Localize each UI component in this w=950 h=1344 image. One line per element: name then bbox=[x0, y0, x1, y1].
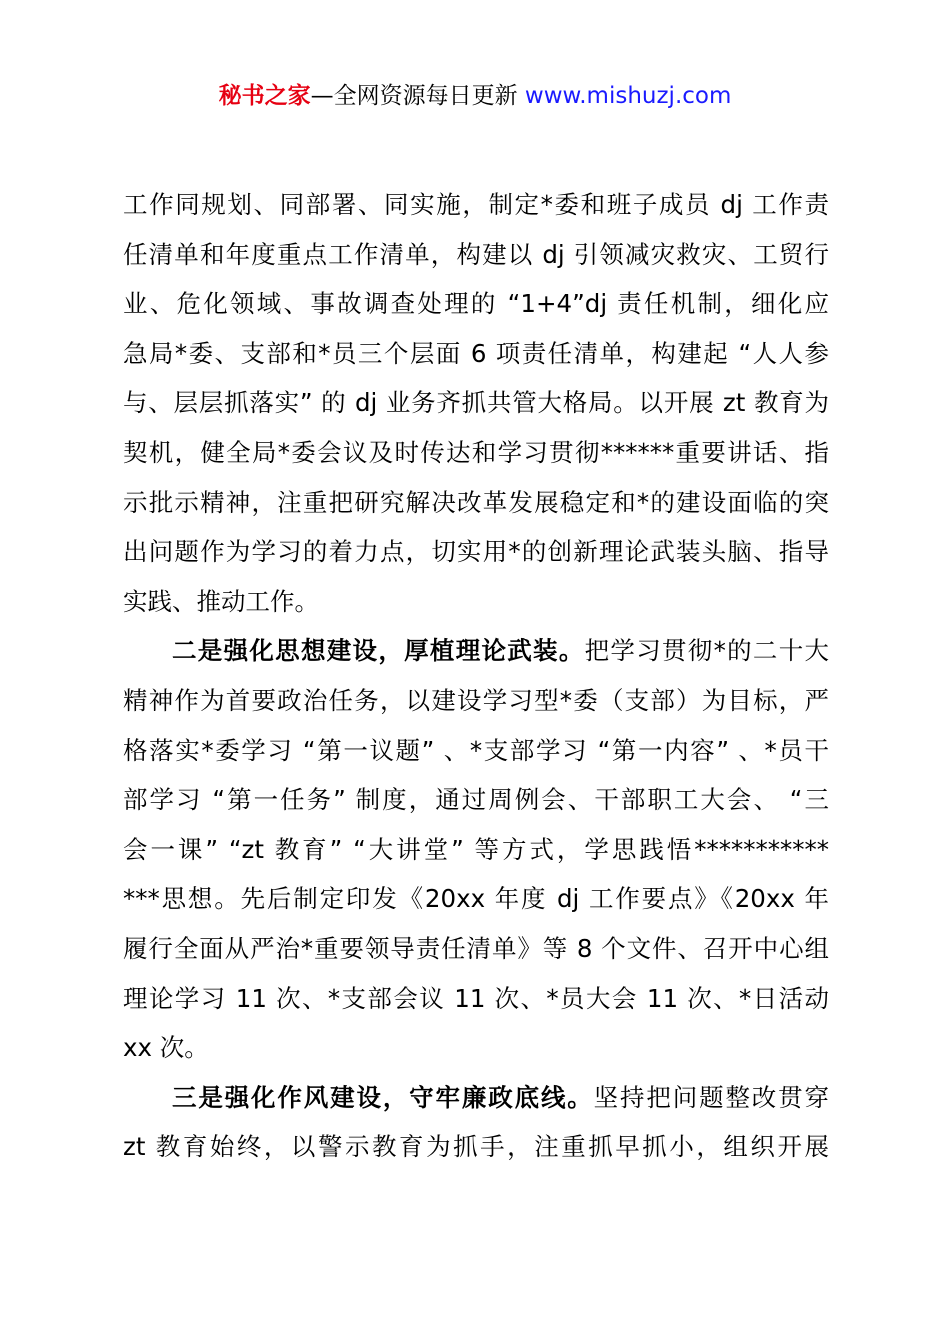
document-body bbox=[123, 180, 829, 1172]
site-tagline: —全网资源每日更新 bbox=[310, 83, 525, 109]
text-line: 履行全面从严治*重要领导责任清单》等 8 个文件、召开中心组 bbox=[123, 933, 829, 963]
text-line: 任清单和年度重点工作清单，构建以 dj 引领减灾救灾、工贸行 bbox=[123, 239, 829, 269]
site-url-link[interactable]: www.mishuzj.com bbox=[524, 83, 732, 109]
text-line: 部学习 “第一任务” 制度，通过周例会、干部职工大会、 “三 bbox=[123, 785, 829, 815]
text-line: zt 教育始终，以警示教育为抓手，注重抓早抓小，组织开展 bbox=[123, 1132, 829, 1162]
paragraph-heading-line: 三是强化作风建设，守牢廉政底线。坚持把问题整改贯穿 bbox=[172, 1082, 830, 1112]
text-line: 示批示精神，注重把研究解决改革发展稳定和*的建设面临的突 bbox=[123, 487, 829, 517]
text-line: 实践、推动工作。 bbox=[123, 586, 319, 616]
text-line: 急局*委、支部和*员三个层面 6 项责任清单，构建起 “人人参 bbox=[123, 338, 829, 368]
text-line: 理论学习 11 次、*支部会议 11 次、*员大会 11 次、*日活动 bbox=[123, 983, 829, 1013]
site-brand: 秘书之家 bbox=[218, 83, 311, 109]
text-line: 工作同规划、同部署、同实施，制定*委和班子成员 dj 工作责 bbox=[123, 190, 829, 219]
text-line: 与、层层抓落实” 的 dj 业务齐抓共管大格局。以开展 zt 教育为 bbox=[123, 388, 829, 418]
paragraph-heading-line: 二是强化思想建设，厚植理论武装。把学习贯彻*的二十大 bbox=[172, 636, 829, 666]
text-line: 精神作为首要政治任务，以建设学习型*委（支部）为目标，严 bbox=[123, 685, 829, 715]
text-line: 会一课” “zt 教育” “大讲堂” 等方式，学思践悟*********** bbox=[123, 834, 829, 864]
text-line: xx 次。 bbox=[123, 1033, 209, 1063]
site-header bbox=[0, 78, 950, 114]
text-line: 业、危化领域、事故调查处理的 “1+4”dj 责任机制，细化应 bbox=[123, 289, 829, 319]
paragraph-heading: 二是强化思想建设，厚植理论武装。 bbox=[172, 636, 585, 666]
text-line: 出问题作为学习的着力点，切实用*的创新理论武装头脑、指导 bbox=[123, 537, 829, 567]
text-line: 契机，健全局*委会议及时传达和学习贯彻******重要讲话、指 bbox=[123, 437, 829, 467]
text-line: 格落实*委学习 “第一议题” 、*支部学习 “第一内容” 、*员干 bbox=[123, 735, 829, 765]
paragraph-heading: 三是强化作风建设，守牢廉政底线。 bbox=[172, 1082, 594, 1112]
text-line: ***思想。先后制定印发《20xx 年度 dj 工作要点》《20xx 年 bbox=[123, 884, 829, 914]
